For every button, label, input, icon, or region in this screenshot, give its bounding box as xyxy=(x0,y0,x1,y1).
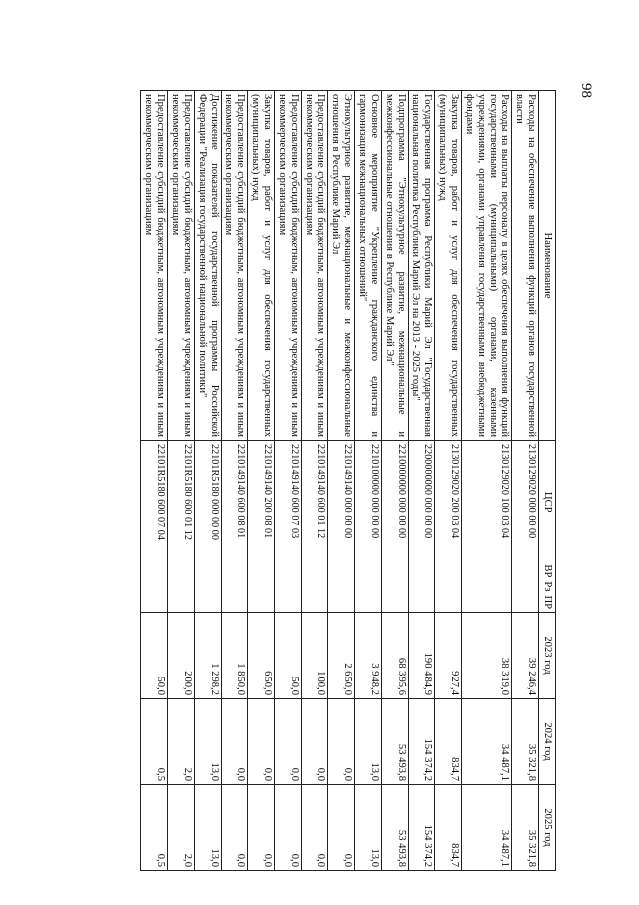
table-row xyxy=(221,91,248,871)
header-rz: Рз xyxy=(542,581,553,592)
row-code-cell: 2210149140 200 08 01 xyxy=(248,441,275,613)
row-2023-cell: 1 298,2 xyxy=(194,613,221,699)
table-row xyxy=(328,91,355,871)
row-code-cell: 2200000000 000 00 00 xyxy=(408,441,435,613)
row-2024-cell: 34 487,1 xyxy=(461,699,511,785)
row-2024-cell: 2,0 xyxy=(168,699,195,785)
table-row xyxy=(512,91,539,871)
row-code-cell: 2130129020 000 00 00 xyxy=(512,441,539,613)
table-row xyxy=(141,91,168,871)
row-2025-cell: 0,0 xyxy=(328,785,355,871)
row-2023-cell: 190 484,9 xyxy=(408,613,435,699)
row-2023-cell: 39 246,4 xyxy=(512,613,539,699)
row-code-cell: 2210000000 000 00 00 xyxy=(381,441,408,613)
row-name-cell: Расходы на выплаты персоналу в целях обеспечения выполнения функций государственными (муниципальными) органами, казенными учреждениями, органами управления государственными внебюджетными фондами xyxy=(461,91,511,441)
row-name-cell: Расходы на обеспечение выполнения функций органов государственной власти xyxy=(512,91,539,441)
row-name-cell: Предоставление субсидий бюджетным, автономным учреждениям и иным некоммерческим организациям xyxy=(274,91,301,441)
row-2025-cell: 2,0 xyxy=(168,785,195,871)
row-2023-cell: 50,0 xyxy=(141,613,168,699)
row-2024-cell: 0,0 xyxy=(274,699,301,785)
row-2023-cell: 650,0 xyxy=(248,613,275,699)
row-code-cell: 2210100000 000 00 00 xyxy=(355,441,382,613)
row-2023-cell: 927,4 xyxy=(435,613,462,699)
row-2025-cell: 0,0 xyxy=(248,785,275,871)
row-2024-cell: 0,0 xyxy=(328,699,355,785)
row-2023-cell: 1 850,0 xyxy=(221,613,248,699)
row-code-cell: 22101R5180 600 07 04 xyxy=(141,441,168,613)
row-2025-cell: 0,0 xyxy=(274,785,301,871)
row-2024-cell: 35 321,8 xyxy=(512,699,539,785)
row-2025-cell: 154 374,2 xyxy=(408,785,435,871)
table-row xyxy=(194,91,221,871)
row-code-cell: 2210149140 600 01 12 xyxy=(301,441,328,613)
table-row xyxy=(435,91,462,871)
row-2024-cell: 0,0 xyxy=(221,699,248,785)
row-2024-cell: 834,7 xyxy=(435,699,462,785)
row-2025-cell: 35 321,8 xyxy=(512,785,539,871)
row-name-cell: Предоставление субсидий бюджетным, автономным учреждениям и иным некоммерческим организациям xyxy=(141,91,168,441)
row-code-cell: 22101R5180 600 01 12 xyxy=(168,441,195,613)
header-2023: 2023 год xyxy=(539,613,556,699)
header-2024: 2024 год xyxy=(539,699,556,785)
row-2025-cell: 0,0 xyxy=(221,785,248,871)
row-2024-cell: 13,0 xyxy=(355,699,382,785)
row-2023-cell: 50,0 xyxy=(274,613,301,699)
row-name-cell: Этнокультурное развитие, межнациональные и межконфессиональные отношения в Республике Марий Эл xyxy=(328,91,355,441)
row-2024-cell: 53 493,8 xyxy=(381,699,408,785)
row-2024-cell: 13,0 xyxy=(194,699,221,785)
row-name-cell: Закупка товаров, работ и услуг для обеспечения государственных (муниципальных) нужд xyxy=(435,91,462,441)
header-codes xyxy=(539,441,556,613)
rotated-table-container xyxy=(96,90,556,870)
row-code-cell: 2210149140 600 07 03 xyxy=(274,441,301,613)
header-pr: ПР xyxy=(542,595,553,609)
table-row xyxy=(381,91,408,871)
row-code-cell: 2130129020 200 03 04 xyxy=(435,441,462,613)
row-2024-cell: 0,5 xyxy=(141,699,168,785)
row-2023-cell: 100,0 xyxy=(301,613,328,699)
row-name-cell: Предоставление субсидий бюджетным, автономным учреждениям и иным некоммерческим организациям xyxy=(221,91,248,441)
table-row xyxy=(461,91,511,871)
row-code-cell: 2130129020 100 03 04 xyxy=(461,441,511,613)
row-name-cell: Предоставление субсидий бюджетным, автономным учреждениям и иным некоммерческим организациям xyxy=(168,91,195,441)
table-row xyxy=(248,91,275,871)
header-vr: ВР xyxy=(542,564,553,578)
row-2025-cell: 0,5 xyxy=(141,785,168,871)
table-row xyxy=(168,91,195,871)
header-name: Наименование xyxy=(539,91,556,441)
table-row xyxy=(408,91,435,871)
row-2024-cell: 154 374,2 xyxy=(408,699,435,785)
table-body xyxy=(141,91,539,871)
table-row xyxy=(301,91,328,871)
row-code-cell: 2210149140 000 00 00 xyxy=(328,441,355,613)
row-2025-cell: 34 487,1 xyxy=(461,785,511,871)
row-2025-cell: 53 493,8 xyxy=(381,785,408,871)
table-header-row xyxy=(539,91,556,871)
row-2025-cell: 0,0 xyxy=(301,785,328,871)
row-code-cell: 2210149140 600 08 01 xyxy=(221,441,248,613)
row-2023-cell: 38 319,0 xyxy=(461,613,511,699)
row-2024-cell: 0,0 xyxy=(248,699,275,785)
row-name-cell: Закупка товаров, работ и услуг для обеспечения государственных (муниципальных) нужд xyxy=(248,91,275,441)
page-number: 98 xyxy=(578,83,594,98)
row-2025-cell: 13,0 xyxy=(194,785,221,871)
row-code-cell: 22101R5180 000 00 00 xyxy=(194,441,221,613)
row-2023-cell: 3 948,2 xyxy=(355,613,382,699)
row-2024-cell: 0,0 xyxy=(301,699,328,785)
header-2025: 2025 год xyxy=(539,785,556,871)
row-name-cell: Государственная программа Республики Марий Эл "Государственная национальная политика Республики Марий Эл на 2013 - 2025 годы" xyxy=(408,91,435,441)
table-row xyxy=(274,91,301,871)
row-2025-cell: 13,0 xyxy=(355,785,382,871)
table-row xyxy=(355,91,382,871)
row-2025-cell: 834,7 xyxy=(435,785,462,871)
row-2023-cell: 68 395,6 xyxy=(381,613,408,699)
header-csr: ЦСР xyxy=(542,491,553,513)
row-2023-cell: 2 650,0 xyxy=(328,613,355,699)
row-name-cell: Подпрограмма "Этнокультурное развитие, межнациональные и межконфессиональные отношения в Республике Марий Эл" xyxy=(381,91,408,441)
row-name-cell: Основное мероприятие "Укрепление гражданского единства и гармонизация межнациональных отношений" xyxy=(355,91,382,441)
row-name-cell: Достижение показателей государственной программы Российской Федерации "Реализация государственной национальной политики" xyxy=(194,91,221,441)
row-2023-cell: 200,0 xyxy=(168,613,195,699)
budget-table xyxy=(140,90,556,871)
row-name-cell: Предоставление субсидий бюджетным, автономным учреждениям и иным некоммерческим организациям xyxy=(301,91,328,441)
